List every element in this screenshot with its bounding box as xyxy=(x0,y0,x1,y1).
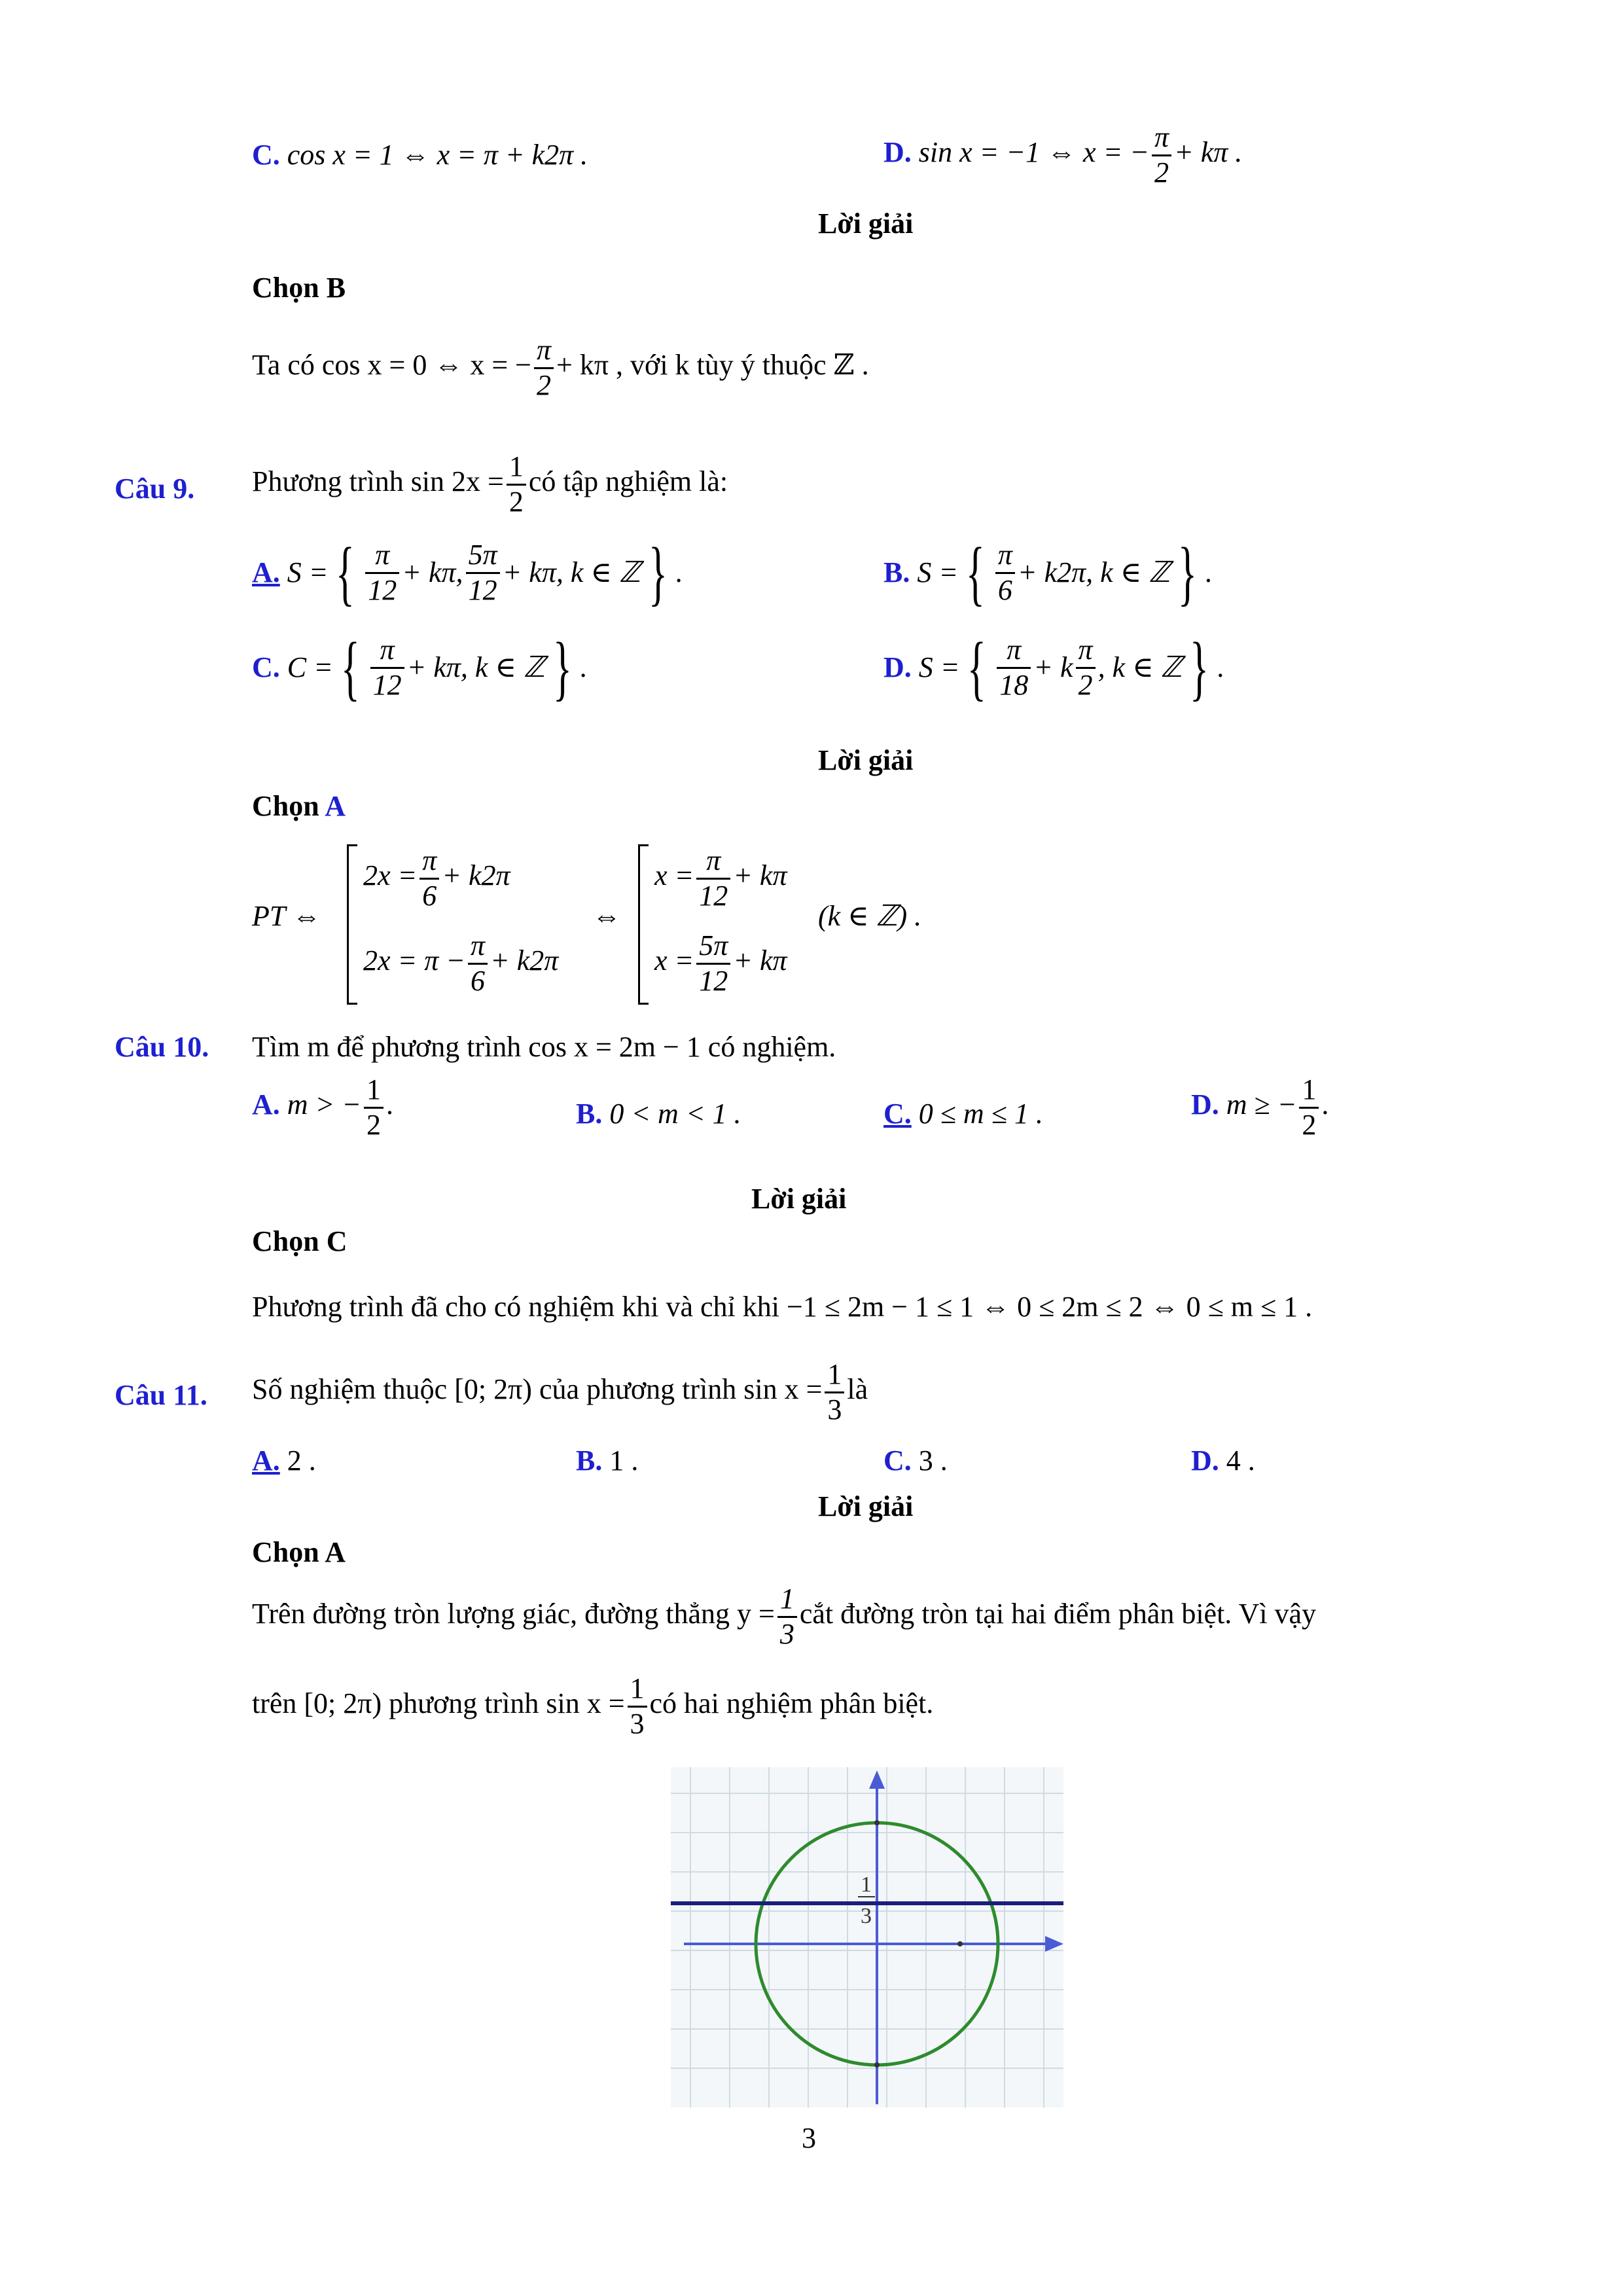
right-brace-icon: } xyxy=(552,628,572,708)
numerator: 1 xyxy=(364,1073,383,1109)
denominator: 12 xyxy=(699,879,728,912)
text: S = xyxy=(918,651,960,683)
option-value: 4 . xyxy=(1226,1444,1255,1477)
text: Số nghiệm thuộc [0; 2π) của phương trình sin x = xyxy=(252,1373,823,1406)
solution-heading: Lời giải xyxy=(818,1490,914,1522)
q9-option-c: C. C = { $\frac{\pi}{12}$ + kπ, k ∈ ℤ } . xyxy=(252,628,587,708)
solution-heading: Lời giải xyxy=(751,1183,847,1215)
text: Ta có cos x = 0 ⇔ x = − xyxy=(252,349,531,382)
system-line xyxy=(654,844,787,912)
solution-choice xyxy=(252,792,346,821)
denominator: 3 xyxy=(779,1617,794,1650)
text: . xyxy=(385,1088,393,1121)
text: + kπ, k ∈ ℤ xyxy=(502,556,641,588)
fraction xyxy=(1152,121,1171,189)
fraction xyxy=(696,929,730,997)
text: 2x = xyxy=(363,859,418,892)
fraction xyxy=(419,844,439,912)
option-expression: 0 ≤ m ≤ 1 . xyxy=(918,1098,1043,1130)
pt-label: PT ⇔ xyxy=(252,900,321,932)
fraction xyxy=(995,539,1015,607)
option-label: A. xyxy=(252,556,280,588)
fraction xyxy=(468,929,488,997)
denominator: 2 xyxy=(366,1108,381,1141)
denominator: 2 xyxy=(1078,668,1093,701)
denominator: 6 xyxy=(470,964,485,997)
page-number: 3 xyxy=(802,2122,816,2154)
text: + kπ , với k tùy ý thuộc ℤ . xyxy=(556,349,869,382)
numerator: π xyxy=(1152,121,1171,156)
numerator: π xyxy=(468,929,488,965)
question-prompt: Tìm m để phương trình cos x = 2m − 1 có nghiệm. xyxy=(252,1031,836,1063)
axis-point xyxy=(874,2062,880,2068)
left-brace-icon: { xyxy=(967,628,987,708)
text: 2x = π − xyxy=(363,944,465,977)
right-brace-icon: } xyxy=(1190,628,1209,708)
option-label: D. xyxy=(883,136,912,169)
numerator: π xyxy=(365,539,399,574)
numerator: π xyxy=(534,334,554,369)
denominator: 12 xyxy=(368,573,397,606)
question-label: Câu 10. xyxy=(115,1031,209,1063)
solution-text: Phương trình đã cho có nghiệm khi và chỉ khi −1 ≤ 2m − 1 ≤ 1 ⇔ 0 ≤ 2m ≤ 2 ⇔ 0 ≤ m ≤ 1 . xyxy=(252,1291,1313,1323)
condition: (k ∈ ℤ) . xyxy=(818,900,922,932)
left-brace-icon: { xyxy=(340,628,360,708)
text: . xyxy=(1321,1088,1329,1121)
option-value: 3 . xyxy=(918,1444,948,1477)
option-expression: cos x = 1 ⇔ x = π + k2π . xyxy=(287,139,588,171)
right-brace-icon: } xyxy=(1177,533,1197,613)
option-label: B. xyxy=(576,1444,603,1477)
fraction xyxy=(364,1073,383,1141)
denominator: 6 xyxy=(997,573,1012,606)
solution-choice: Chọn A xyxy=(252,1536,346,1568)
denominator: 12 xyxy=(372,668,402,701)
text: S = xyxy=(287,556,329,588)
solution-text xyxy=(252,1583,1316,1651)
fraction xyxy=(466,539,500,607)
option-label: D. xyxy=(1191,1088,1219,1121)
fraction xyxy=(997,634,1031,702)
text: + k2π xyxy=(490,944,559,977)
q11-option-a xyxy=(252,1446,316,1475)
fraction xyxy=(370,634,404,702)
fraction xyxy=(534,334,554,402)
text: trên [0; 2π) phương trình sin x = xyxy=(252,1687,625,1720)
q9-option-b: B. S = { $\frac{\pi}{6}$ + k2π, k ∈ ℤ } . xyxy=(883,533,1212,613)
solution-choice: Chọn B xyxy=(252,272,346,304)
q10-option-c xyxy=(883,1100,1043,1128)
numerator: 1 xyxy=(825,1358,844,1393)
option-label: B. xyxy=(576,1098,603,1130)
denominator: 18 xyxy=(999,668,1029,701)
text: Phương trình sin 2x = xyxy=(252,465,504,498)
system-line xyxy=(654,929,787,997)
axis-point xyxy=(874,1820,880,1825)
text: x = xyxy=(654,859,694,892)
denominator: 3 xyxy=(630,1707,645,1740)
option-label: C. xyxy=(883,1098,912,1130)
fraction xyxy=(1076,634,1096,702)
fraction xyxy=(365,539,399,607)
denominator: 12 xyxy=(699,964,728,997)
q10-option-d xyxy=(1191,1073,1329,1141)
fraction xyxy=(1299,1073,1319,1141)
text: cắt đường tròn tại hai điểm phân biệt. Vì vậy xyxy=(799,1598,1317,1630)
numerator: π xyxy=(419,844,439,880)
question-label: Câu 9. xyxy=(115,473,195,505)
text: + k2π, k ∈ ℤ xyxy=(1017,556,1171,588)
numerator: π xyxy=(995,539,1015,574)
q8-option-c xyxy=(252,141,588,170)
denominator: 2 xyxy=(1302,1108,1317,1141)
denominator: 12 xyxy=(468,573,497,606)
text: + kπ, xyxy=(402,556,463,588)
q11-option-d xyxy=(1191,1446,1255,1475)
q11-option-b xyxy=(576,1446,638,1475)
system-line xyxy=(363,844,510,912)
numerator: π xyxy=(997,634,1031,669)
question-prompt xyxy=(252,450,728,518)
solution-heading: Lời giải xyxy=(818,207,914,240)
q10-option-b xyxy=(576,1100,741,1128)
left-brace-icon: { xyxy=(336,533,355,613)
text: + k xyxy=(1033,651,1073,683)
numerator: π xyxy=(696,844,730,880)
right-brace-icon: } xyxy=(648,533,668,613)
text: + k2π xyxy=(442,859,510,892)
choice-label: Chọn xyxy=(252,790,319,822)
text: + kπ, k ∈ ℤ xyxy=(406,651,545,683)
fraction xyxy=(696,844,730,912)
text: có tập nghiệm là: xyxy=(528,465,728,498)
fraction xyxy=(507,450,526,518)
option-expression: 0 < m < 1 . xyxy=(609,1098,741,1130)
equivalence-arrow-icon: ⇔ xyxy=(592,900,621,932)
axis-point xyxy=(957,1941,963,1946)
option-label: B. xyxy=(883,556,910,588)
option-label: C. xyxy=(252,139,280,171)
text: m ≥ − xyxy=(1226,1088,1297,1121)
figure-label-numerator: 1 xyxy=(861,1873,872,1897)
solution-text xyxy=(252,334,869,402)
solution-heading: Lời giải xyxy=(818,744,914,776)
system-line xyxy=(363,929,558,997)
left-brace-icon: { xyxy=(965,533,985,613)
option-expression-tail: + kπ . xyxy=(1174,136,1243,169)
option-label: C. xyxy=(883,1444,912,1477)
numerator: π xyxy=(1076,634,1096,669)
solution-text xyxy=(252,1672,933,1740)
text: m > − xyxy=(287,1088,361,1121)
text: C = xyxy=(287,651,333,683)
fraction xyxy=(825,1358,844,1426)
option-label: D. xyxy=(883,651,912,683)
denominator: 3 xyxy=(827,1393,842,1426)
option-label: A. xyxy=(252,1088,280,1121)
numerator: 5π xyxy=(466,539,500,574)
numerator: 1 xyxy=(1299,1073,1319,1109)
choice-value: A xyxy=(325,790,346,822)
fraction xyxy=(628,1672,647,1740)
denominator: 2 xyxy=(508,485,524,518)
fraction xyxy=(777,1583,797,1651)
figure-label-denominator: 3 xyxy=(861,1904,872,1928)
text: là xyxy=(847,1373,868,1406)
text: Trên đường tròn lượng giác, đường thẳng y = xyxy=(252,1598,775,1630)
q9-option-a: A. S = { $\frac{\pi}{12}$ + kπ, $\frac{5\pi}{12}$ + kπ, k ∈ ℤ } . xyxy=(252,533,683,613)
text: + kπ xyxy=(733,944,787,977)
numerator: π xyxy=(370,634,404,669)
numerator: 5π xyxy=(696,929,730,965)
text: S = xyxy=(917,556,959,588)
denominator: 6 xyxy=(422,879,437,912)
option-label: D. xyxy=(1191,1444,1219,1477)
q10-option-a xyxy=(252,1073,393,1141)
option-expression: sin x = −1 ⇔ x = − xyxy=(918,136,1149,169)
question-prompt xyxy=(252,1358,868,1426)
numerator: 1 xyxy=(628,1672,647,1708)
question-label: Câu 11. xyxy=(115,1379,207,1411)
text: , k ∈ ℤ xyxy=(1097,651,1183,683)
option-label: C. xyxy=(252,651,280,683)
q8-option-d xyxy=(883,121,1242,189)
text: x = xyxy=(654,944,694,977)
solution-choice: Chọn C xyxy=(252,1225,348,1257)
numerator: 1 xyxy=(507,450,526,486)
q9-option-d: D. S = { $\frac{\pi}{18}$ + k $\frac{\pi}{2}$ , k ∈ ℤ } . xyxy=(883,628,1224,708)
text: có hai nghiệm phân biệt. xyxy=(649,1687,934,1720)
denominator: 2 xyxy=(1154,156,1169,188)
unit-circle-figure xyxy=(671,1767,1063,2108)
q11-option-c xyxy=(883,1446,948,1475)
text: + kπ xyxy=(733,859,787,892)
option-value: 1 . xyxy=(609,1444,639,1477)
option-value: 2 . xyxy=(287,1444,316,1477)
denominator: 2 xyxy=(536,368,551,401)
option-label: A. xyxy=(252,1444,280,1477)
numerator: 1 xyxy=(777,1583,797,1618)
